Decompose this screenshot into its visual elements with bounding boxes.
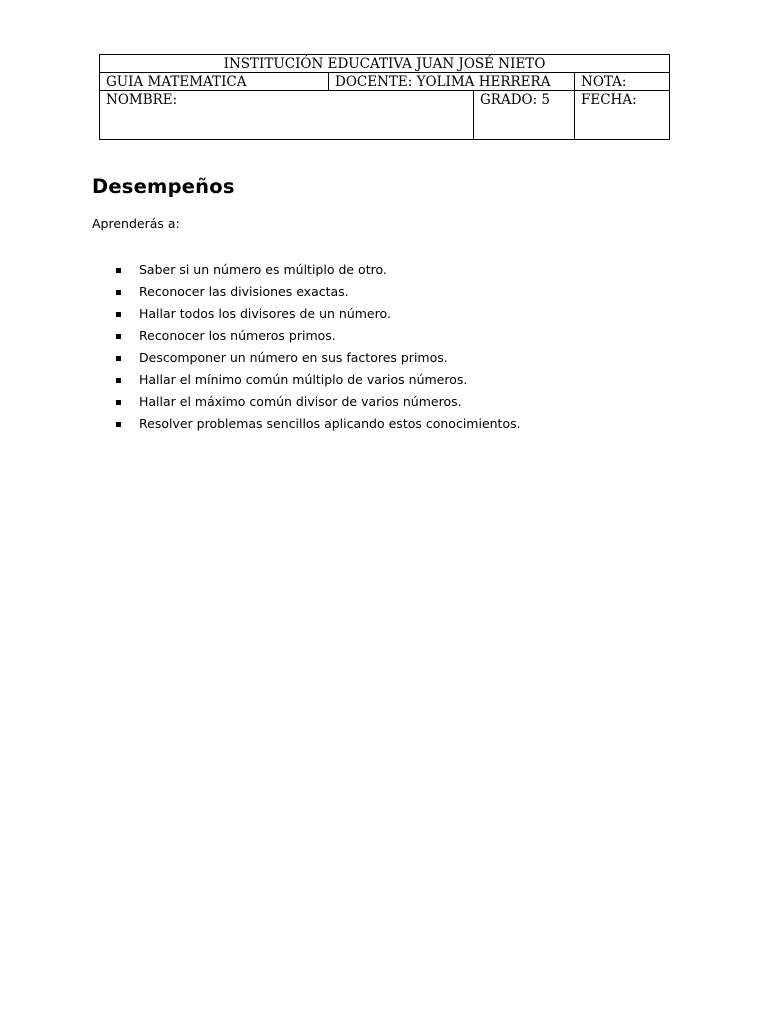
grade-note-field: NOTA: [575,73,670,91]
square-bullet-icon [116,378,121,383]
date-field: FECHA: [575,91,670,140]
list-item-text: Saber si un número es múltiplo de otro. [139,262,387,277]
grade-field: GRADO: 5 [474,91,575,140]
list-item-text: Hallar el mínimo común múltiplo de varios números. [139,372,468,387]
list-item [110,262,521,284]
guide-title: GUIA MATEMATICA [100,73,329,91]
list-item [110,350,521,372]
list-item [110,328,521,350]
list-item [110,284,521,306]
student-name-field: NOMBRE: [100,91,474,140]
list-item-text: Reconocer las divisiones exactas. [139,284,349,299]
square-bullet-icon [116,334,121,339]
square-bullet-icon [116,290,121,295]
header-table [99,54,670,140]
section-title: Desempeños [92,175,235,198]
performance-list [110,262,521,438]
square-bullet-icon [116,356,121,361]
list-item [110,306,521,328]
list-item [110,394,521,416]
square-bullet-icon [116,268,121,273]
institution-name: INSTITUCIÓN EDUCATIVA JUAN JOSÉ NIETO [100,55,670,73]
square-bullet-icon [116,422,121,427]
list-item-text: Reconocer los números primos. [139,328,336,343]
list-item-text: Hallar todos los divisores de un número. [139,306,391,321]
list-item-text: Resolver problemas sencillos aplicando estos conocimientos. [139,416,521,431]
square-bullet-icon [116,400,121,405]
list-item-text: Descomponer un número en sus factores primos. [139,350,448,365]
teacher-name: DOCENTE: YOLIMA HERRERA [329,73,575,91]
list-item [110,416,521,438]
list-item-text: Hallar el máximo común divisor de varios números. [139,394,462,409]
square-bullet-icon [116,312,121,317]
section-intro: Aprenderás a: [92,216,180,231]
list-item [110,372,521,394]
